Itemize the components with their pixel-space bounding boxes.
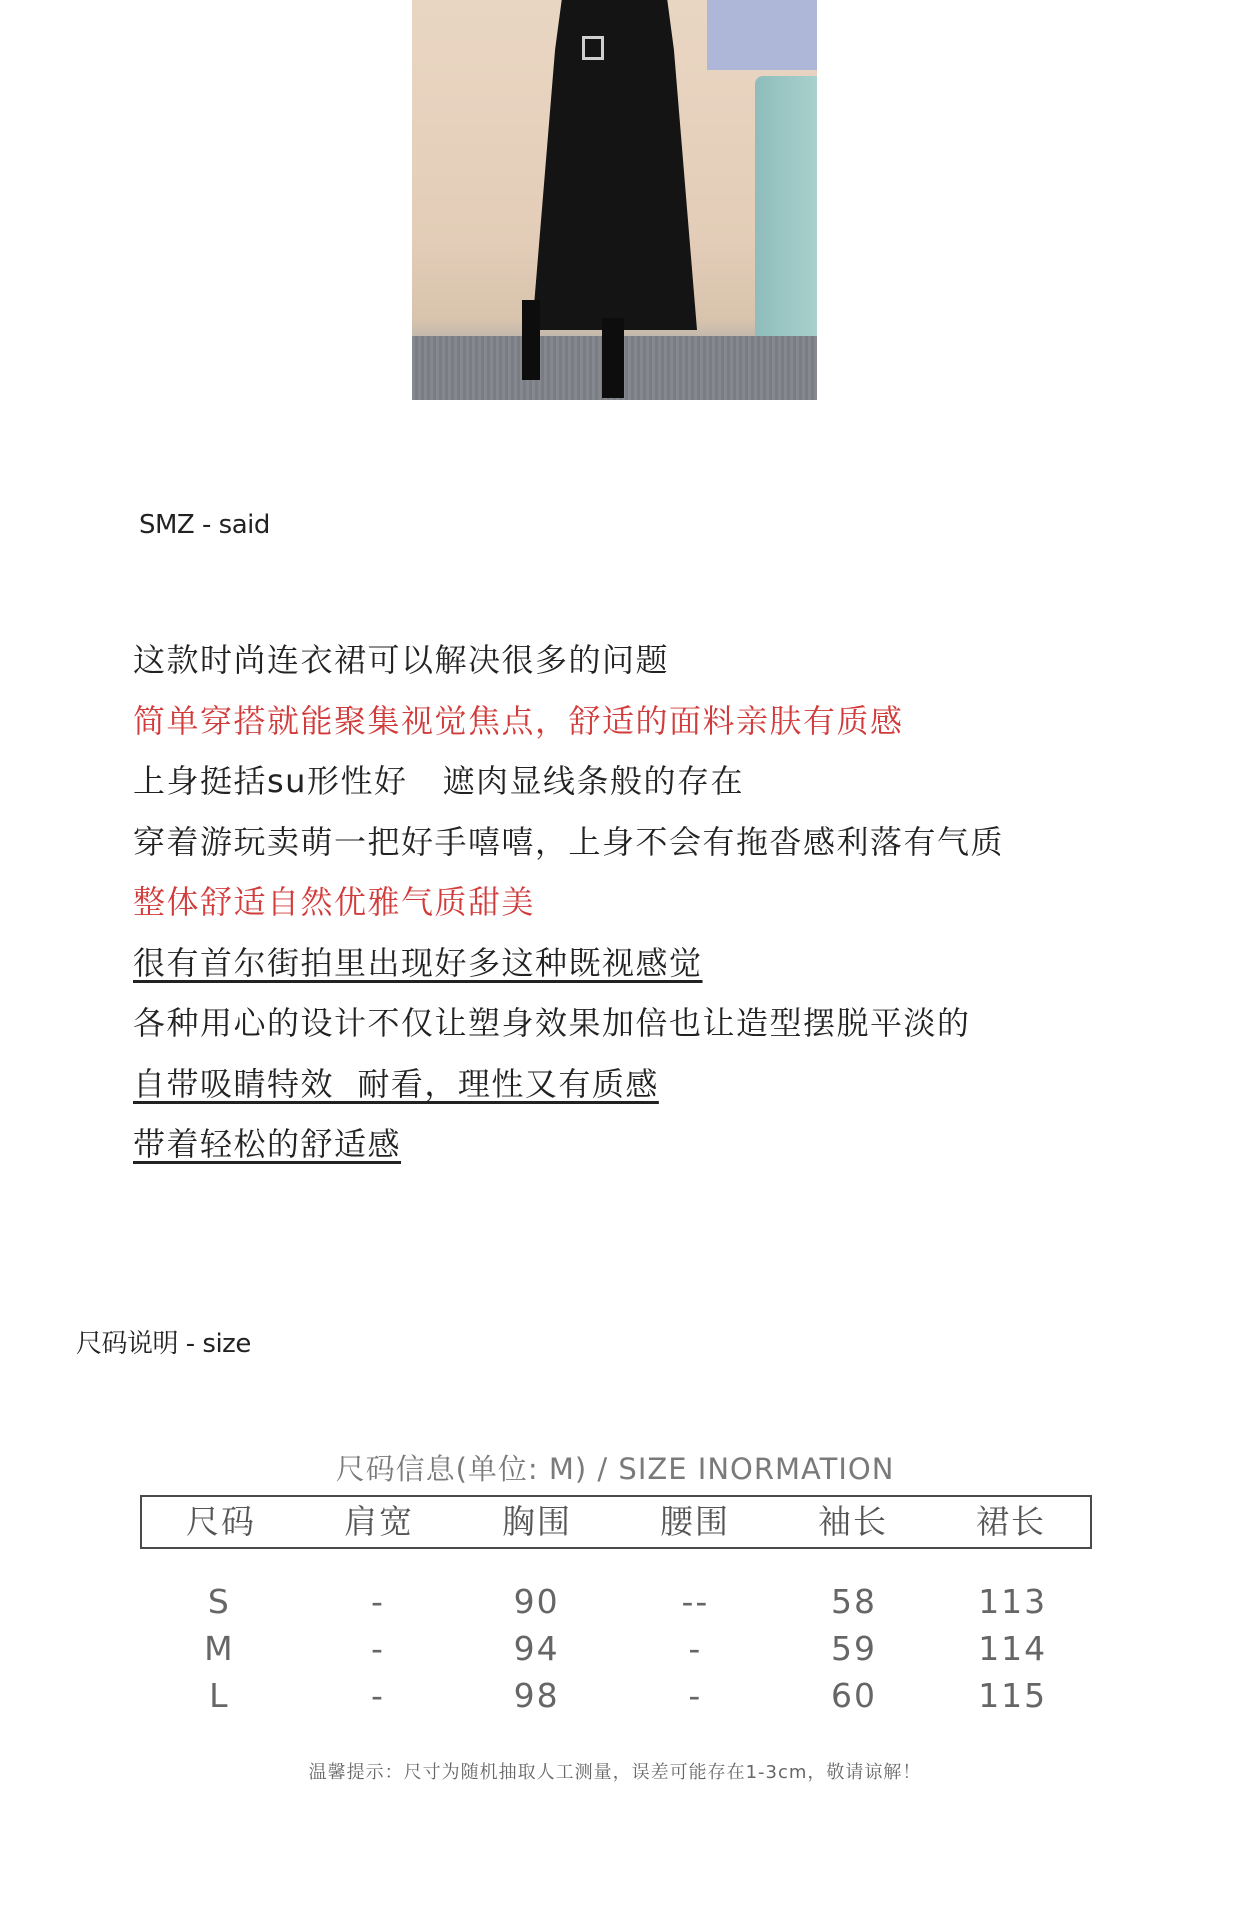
table-cell: M xyxy=(204,1629,235,1668)
table-cell: 115 xyxy=(978,1676,1048,1715)
header-size: 尺码 xyxy=(186,1502,256,1541)
table-cell: - xyxy=(371,1582,385,1621)
header-skirt-length: 裙长 xyxy=(976,1502,1046,1541)
table-cell: 113 xyxy=(978,1582,1048,1621)
table-cell: S xyxy=(207,1582,231,1621)
description-line-highlight: 简单穿搭就能聚集视觉焦点，舒适的面料亲肤有质感 xyxy=(133,701,904,740)
photo-boot-left xyxy=(522,300,540,380)
photo-boot-right xyxy=(602,318,624,398)
photo-belt-buckle xyxy=(582,36,604,60)
said-heading: SMZ - said xyxy=(139,510,270,540)
description-line-highlight: 整体舒适自然优雅气质甜美 xyxy=(133,883,536,921)
photo-dress xyxy=(532,0,697,330)
description-line: 各种用心的设计不仅让塑身效果加倍也让造型摆脱平淡的 xyxy=(133,1004,971,1042)
size-table-body xyxy=(140,1578,1092,1719)
table-cell: 58 xyxy=(831,1582,878,1621)
description-paragraph xyxy=(133,635,1133,1180)
description-line-underlined: 很有首尔街拍里出现好多这种既视感觉 xyxy=(133,943,703,982)
description-line: 穿着游玩卖萌一把好手嘻嘻，上身不会有拖沓感利落有气质 xyxy=(133,822,1005,861)
table-row xyxy=(140,1625,1092,1672)
table-cell: L xyxy=(209,1676,230,1715)
table-cell: 59 xyxy=(831,1629,878,1668)
table-cell: - xyxy=(371,1629,385,1668)
table-cell: 94 xyxy=(513,1629,560,1668)
description-line: 上身挺括su形性好 遮肉显线条般的存在 xyxy=(133,762,744,800)
table-cell: 60 xyxy=(831,1676,878,1715)
header-bust: 胸围 xyxy=(502,1502,572,1541)
header-waist: 腰围 xyxy=(660,1502,730,1541)
header-shoulder: 肩宽 xyxy=(344,1502,414,1541)
table-cell: - xyxy=(688,1629,703,1668)
description-line-underlined: 带着轻松的舒适感 xyxy=(133,1125,402,1163)
table-row xyxy=(140,1672,1092,1719)
table-cell: 114 xyxy=(978,1629,1048,1668)
description-line-underlined: 自带吸睛特效 耐看，理性又有质感 xyxy=(133,1064,659,1103)
table-cell: - xyxy=(371,1676,385,1715)
size-table-header xyxy=(140,1495,1092,1549)
product-photo xyxy=(412,0,817,400)
table-cell: -- xyxy=(681,1582,710,1621)
size-heading: 尺码说明 - size xyxy=(76,1329,251,1359)
size-table-caption: 尺码信息(单位: M) / SIZE INORMATION xyxy=(335,1452,895,1486)
photo-background-screen xyxy=(707,0,817,70)
description-line: 这款时尚连衣裙可以解决很多的问题 xyxy=(133,641,670,679)
table-cell: 98 xyxy=(513,1676,560,1715)
table-cell: - xyxy=(688,1676,703,1715)
header-sleeve: 袖长 xyxy=(818,1502,888,1541)
table-row xyxy=(140,1578,1092,1625)
table-cell: 90 xyxy=(513,1582,560,1621)
size-note: 温馨提示：尺寸为随机抽取人工测量，误差可能存在1-3cm，敬请谅解！ xyxy=(308,1762,922,1783)
